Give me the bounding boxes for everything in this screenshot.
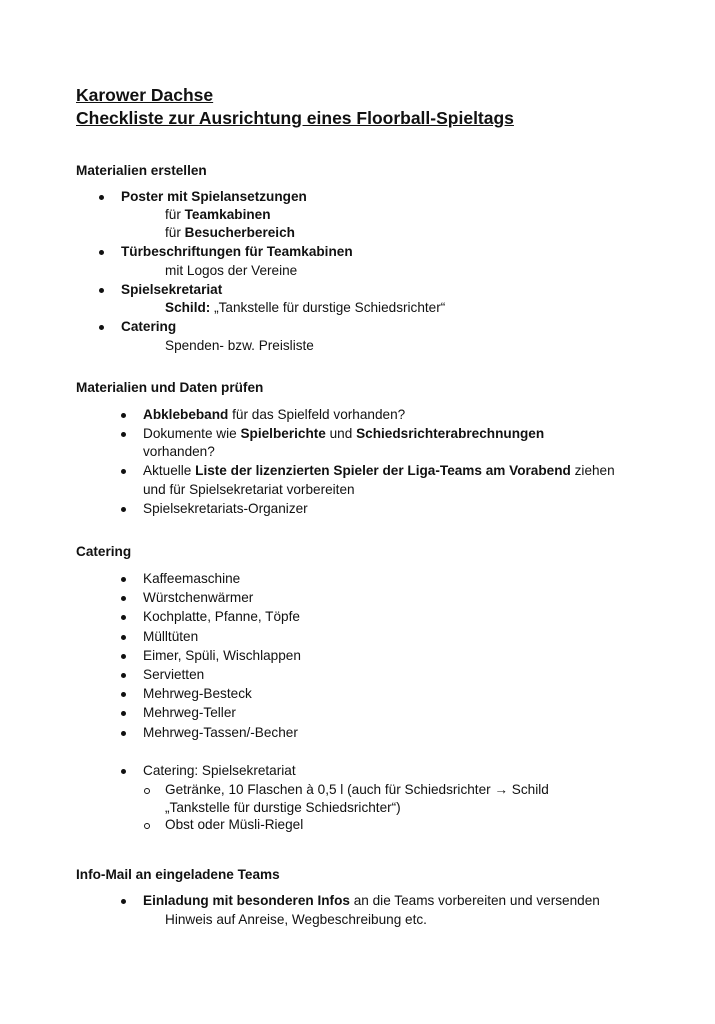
list-subitem-getraenke: Getränke, 10 Flaschen à 0,5 l (auch für Schiedsrichter → Schild xyxy=(165,782,549,797)
bullet-icon xyxy=(121,731,126,736)
bullet-icon xyxy=(121,432,126,437)
catering-list-item: Eimer, Spüli, Wischlappen xyxy=(143,648,301,663)
list-subitem-obst: Obst oder Müsli-Riegel xyxy=(165,817,304,832)
circle-bullet-icon xyxy=(144,823,150,829)
list-item-abklebeband: Abklebeband für das Spielfeld vorhanden? xyxy=(143,407,406,422)
bullet-icon xyxy=(99,195,104,200)
list-item-catering: Catering xyxy=(121,319,177,334)
bullet-icon xyxy=(121,596,126,601)
list-item-tuerbeschriftungen: Türbeschriftungen für Teamkabinen xyxy=(121,244,353,259)
catering-list-item: Mehrweg-Tassen/-Becher xyxy=(143,725,298,740)
circle-bullet-icon xyxy=(144,788,150,794)
section-heading-catering: Catering xyxy=(76,544,132,559)
bullet-icon xyxy=(121,577,126,582)
bullet-icon xyxy=(121,615,126,620)
list-subitem: mit Logos der Vereine xyxy=(165,263,298,278)
list-subitem: Hinweis auf Anreise, Wegbeschreibung etc. xyxy=(165,912,427,927)
list-subitem: Spenden- bzw. Preisliste xyxy=(165,338,314,353)
bullet-icon xyxy=(121,413,126,418)
list-item-continuation: und für Spielsekretariat vorbereiten xyxy=(143,482,355,497)
section-heading-materialien-pruefen: Materialien und Daten prüfen xyxy=(76,380,264,395)
list-item-continuation: vorhanden? xyxy=(143,444,215,459)
bullet-icon xyxy=(121,635,126,640)
bullet-icon xyxy=(121,654,126,659)
bullet-icon xyxy=(121,692,126,697)
section-heading-materialien-erstellen: Materialien erstellen xyxy=(76,163,207,178)
bullet-icon xyxy=(121,769,126,774)
bullet-icon xyxy=(121,469,126,474)
list-subitem: für Besucherbereich xyxy=(165,225,295,240)
catering-list-item: Kochplatte, Pfanne, Töpfe xyxy=(143,609,300,624)
list-item-dokumente: Dokumente wie Spielberichte und Schiedsrichterabrechnungen xyxy=(143,426,545,441)
list-item-catering-spielsekretariat: Catering: Spielsekretariat xyxy=(143,763,296,778)
catering-list-item: Mehrweg-Teller xyxy=(143,705,236,720)
catering-list-item: Würstchenwärmer xyxy=(143,590,254,605)
bullet-icon xyxy=(121,507,126,512)
list-subitem-continuation: „Tankstelle für durstige Schiedsrichter“) xyxy=(165,800,401,815)
list-item-organizer: Spielsekretariats-Organizer xyxy=(143,501,308,516)
list-item-poster: Poster mit Spielansetzungen xyxy=(121,189,307,204)
bullet-icon xyxy=(121,899,126,904)
list-item-spielerliste: Aktuelle Liste der lizenzierten Spieler der Liga-Teams am Vorabend ziehen xyxy=(143,463,615,478)
section-heading-info-mail: Info-Mail an eingeladene Teams xyxy=(76,867,280,882)
bullet-icon xyxy=(121,711,126,716)
bullet-icon xyxy=(121,673,126,678)
list-item-spielsekretariat: Spielsekretariat xyxy=(121,282,223,297)
bullet-icon xyxy=(99,325,104,330)
list-item-einladung: Einladung mit besonderen Infos an die Teams vorbereiten und versenden xyxy=(143,893,600,908)
list-subitem: Schild: „Tankstelle für durstige Schiedsrichter“ xyxy=(165,300,446,315)
catering-list-item: Kaffeemaschine xyxy=(143,571,241,586)
catering-list-item: Servietten xyxy=(143,667,205,682)
doc-title-checklist: Checkliste zur Ausrichtung eines Floorball-Spieltags xyxy=(76,108,514,128)
catering-list-item: Mehrweg-Besteck xyxy=(143,686,252,701)
list-subitem: für Teamkabinen xyxy=(165,207,271,222)
doc-title-club: Karower Dachse xyxy=(76,85,214,105)
bullet-icon xyxy=(99,288,104,293)
catering-list-item: Mülltüten xyxy=(143,629,199,644)
bullet-icon xyxy=(99,250,104,255)
